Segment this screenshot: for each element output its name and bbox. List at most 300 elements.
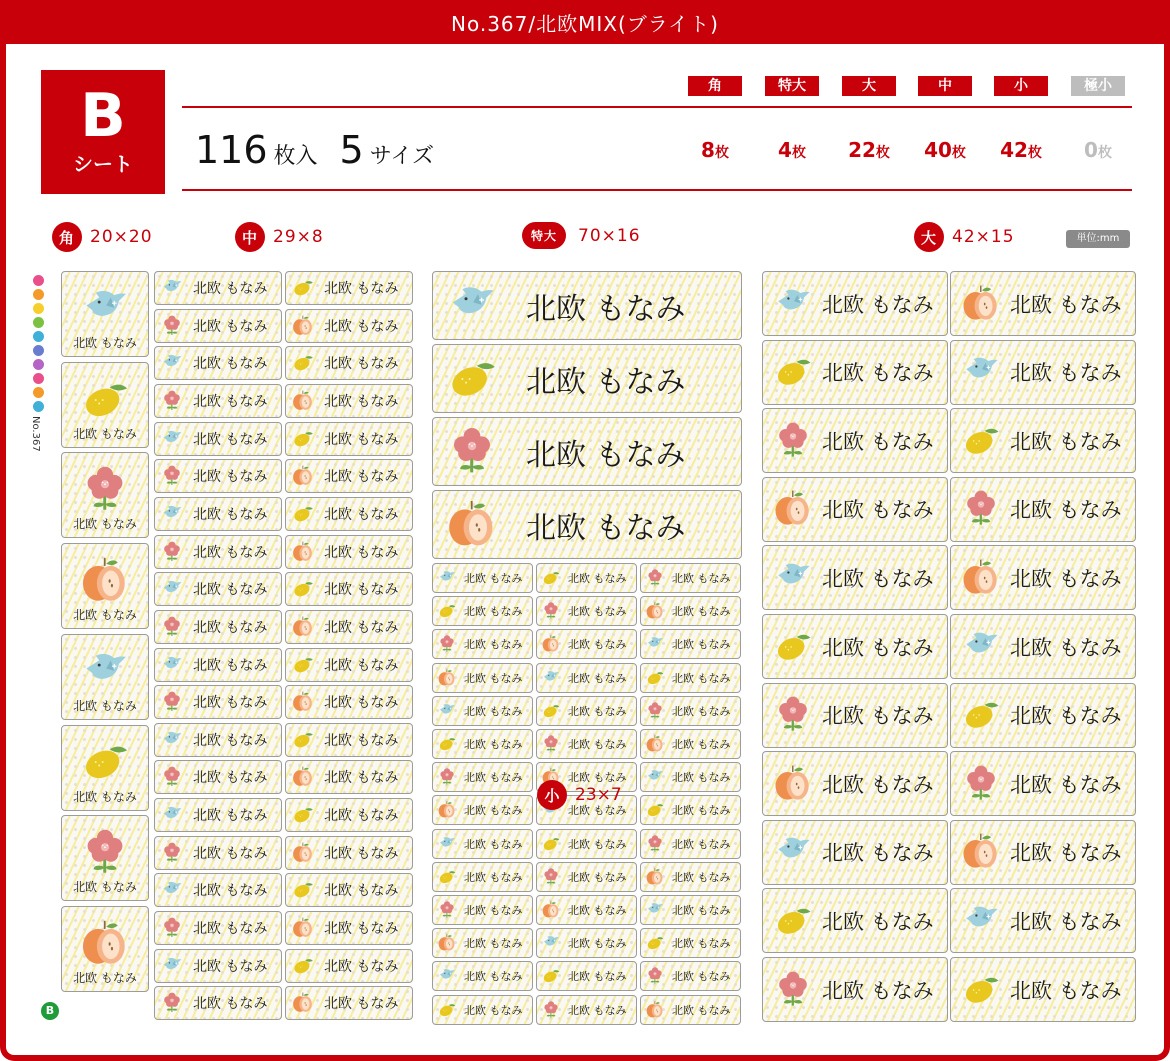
size-count-unit: 枚 — [791, 145, 806, 161]
bird-icon — [644, 633, 666, 655]
section-chu-label — [235, 222, 324, 252]
label-name-text: 北欧 もなみ — [526, 437, 686, 473]
size-header-3: 中 — [918, 76, 972, 96]
size-count-2 — [834, 138, 904, 162]
name-label — [762, 751, 948, 816]
lemon-icon — [290, 652, 316, 678]
flower-icon — [540, 733, 562, 755]
name-label — [61, 543, 149, 629]
apple-icon — [540, 899, 562, 921]
label-name-text: 北欧 もなみ — [324, 281, 399, 297]
apple-icon — [436, 667, 458, 689]
label-name-text: 北欧 もなみ — [193, 582, 268, 599]
bird-icon — [436, 965, 458, 987]
apple-icon — [644, 733, 666, 755]
name-label — [950, 477, 1136, 542]
flower-icon — [958, 486, 1004, 532]
lemon-icon — [958, 967, 1004, 1013]
section-kaku-badge: 角 — [52, 222, 82, 252]
label-name-text: 北欧 もなみ — [464, 572, 523, 585]
size-count-value: 42 — [1000, 138, 1028, 162]
name-label — [285, 836, 413, 870]
label-name-text: 北欧 もなみ — [324, 393, 399, 410]
label-name-text: 北欧 もなみ — [526, 510, 686, 546]
label-name-text: 北欧 もなみ — [822, 292, 934, 317]
apple-icon — [540, 633, 562, 655]
size-count-value: 22 — [848, 138, 876, 162]
section-dai-badge: 大 — [914, 222, 944, 252]
name-label — [762, 477, 948, 542]
label-name-text: 北欧 もなみ — [822, 361, 934, 386]
name-label — [285, 685, 413, 719]
name-label — [950, 271, 1136, 336]
flower-icon — [159, 840, 185, 866]
name-label — [432, 629, 533, 659]
name-label — [285, 648, 413, 682]
lemon-icon — [644, 799, 666, 821]
flower-icon — [770, 418, 816, 464]
flower-icon — [159, 990, 185, 1016]
name-label — [762, 820, 948, 885]
lemon-icon — [436, 733, 458, 755]
label-name-text: 北欧 もなみ — [822, 498, 934, 523]
label-name-text: 北欧 もなみ — [672, 970, 731, 984]
bird-icon — [540, 932, 562, 954]
name-label — [61, 362, 149, 448]
flower-icon — [436, 633, 458, 655]
name-label — [154, 535, 282, 569]
flower-icon — [644, 965, 666, 987]
label-name-text: 北欧 もなみ — [324, 996, 399, 1013]
label-name-text: 北欧 もなみ — [822, 909, 934, 934]
name-label — [61, 452, 149, 538]
name-label — [285, 986, 413, 1020]
name-label — [432, 829, 533, 859]
name-label — [536, 596, 637, 626]
size-count: 5 — [339, 128, 364, 172]
name-label — [432, 862, 533, 892]
size-header-2: 大 — [842, 76, 896, 96]
label-name-text: 北欧 もなみ — [1010, 566, 1122, 591]
lemon-icon — [290, 501, 316, 527]
label-name-text: 北欧 もなみ — [1010, 498, 1122, 523]
label-name-text: 北欧 もなみ — [324, 958, 399, 975]
label-name-text: 北欧 もなみ — [193, 695, 268, 712]
label-name-text: 北欧 もなみ — [193, 393, 268, 410]
size-header-1: 特大 — [765, 76, 819, 96]
label-name-text: 北欧 もなみ — [1010, 909, 1122, 934]
lemon-icon — [770, 624, 816, 670]
flower-icon — [436, 766, 458, 788]
name-label — [762, 683, 948, 748]
label-name-text: 北欧 もなみ — [324, 619, 399, 636]
label-name-text: 北欧 もなみ — [672, 738, 731, 751]
name-label — [154, 911, 282, 945]
name-label — [640, 629, 741, 659]
label-name-text: 北欧 もなみ — [324, 921, 399, 938]
name-label — [536, 862, 637, 892]
label-name-text: 北欧 もなみ — [193, 506, 268, 523]
name-label — [154, 836, 282, 870]
name-label — [640, 729, 741, 759]
label-name-text: 北欧 もなみ — [672, 837, 731, 851]
name-label — [640, 961, 741, 991]
name-label — [285, 422, 413, 456]
label-name-text: 北欧 もなみ — [568, 837, 627, 851]
name-label — [285, 610, 413, 644]
label-name-text: 北欧 もなみ — [568, 970, 627, 984]
apple-icon — [290, 840, 316, 866]
lemon-icon — [540, 833, 562, 855]
label-name-text: 北欧 もなみ — [822, 635, 934, 660]
label-name-text: 北欧 もなみ — [193, 657, 268, 674]
lemon-icon — [290, 727, 316, 753]
sheet-badge — [41, 70, 165, 194]
size-header-4: 小 — [994, 76, 1048, 96]
bird-icon — [442, 276, 502, 336]
name-label — [285, 911, 413, 945]
name-label — [154, 610, 282, 644]
name-label — [762, 340, 948, 405]
name-label — [285, 723, 413, 757]
label-count: 116 — [195, 128, 268, 172]
label-name-text: 北欧 もなみ — [193, 845, 268, 862]
name-label — [285, 572, 413, 606]
apple-icon — [958, 555, 1004, 601]
label-name-text: 北欧 もなみ — [193, 770, 268, 787]
label-name-text: 北欧 もなみ — [73, 880, 137, 895]
name-label — [950, 957, 1136, 1022]
lemon-icon — [644, 932, 666, 954]
label-name-text: 北欧 もなみ — [568, 638, 627, 652]
label-name-text: 北欧 もなみ — [464, 1003, 523, 1017]
size-count-value: 8 — [701, 138, 715, 162]
label-count-unit: 枚入 — [273, 144, 318, 169]
label-name-text: 北欧 もなみ — [73, 608, 137, 623]
name-label — [432, 795, 533, 825]
sheet-letter: B — [80, 81, 126, 151]
name-label — [432, 344, 742, 413]
label-name-text: 北欧 もなみ — [568, 771, 627, 785]
lemon-icon — [958, 692, 1004, 738]
size-header-5: 極小 — [1071, 76, 1125, 96]
name-label — [762, 271, 948, 336]
apple-icon — [644, 999, 666, 1021]
lemon-icon — [436, 600, 458, 622]
name-label — [762, 957, 948, 1022]
bird-icon — [159, 877, 185, 903]
label-name-text: 北欧 もなみ — [324, 732, 399, 749]
name-label — [640, 663, 741, 693]
name-label — [536, 696, 637, 726]
size-header-0: 角 — [688, 76, 742, 96]
label-name-text: 北欧 もなみ — [464, 638, 523, 652]
flower-icon — [958, 761, 1004, 807]
name-label — [154, 986, 282, 1020]
name-label — [154, 723, 282, 757]
label-name-text: 北欧 もなみ — [672, 572, 731, 585]
name-label — [61, 271, 149, 357]
apple-icon — [290, 388, 316, 414]
name-label — [640, 596, 741, 626]
label-name-text: 北欧 もなみ — [1010, 772, 1122, 797]
bird-icon — [958, 349, 1004, 395]
name-label — [640, 862, 741, 892]
name-label — [61, 725, 149, 811]
lemon-icon — [290, 350, 316, 376]
name-label — [432, 417, 742, 486]
name-label — [154, 685, 282, 719]
name-label — [432, 895, 533, 925]
label-name-text: 北欧 もなみ — [73, 517, 137, 532]
label-name-text: 北欧 もなみ — [526, 291, 686, 327]
sheet-mark: B — [41, 1002, 59, 1020]
label-name-text: 北欧 もなみ — [193, 619, 268, 636]
brand-logo — [33, 275, 45, 415]
name-label — [432, 729, 533, 759]
label-name-text: 北欧 もなみ — [672, 870, 731, 884]
flower-icon — [159, 539, 185, 565]
label-name-text: 北欧 もなみ — [324, 808, 399, 825]
label-name-text: 北欧 もなみ — [193, 281, 268, 297]
name-label — [61, 906, 149, 992]
page-title: No.367/北欧MIX(ブライト) — [0, 0, 1170, 44]
section-sho-badge: 小 — [537, 780, 567, 810]
name-label — [640, 829, 741, 859]
label-name-text: 北欧 もなみ — [672, 904, 731, 917]
label-name-text: 北欧 もなみ — [822, 841, 934, 866]
label-name-text: 北欧 もなみ — [324, 506, 399, 523]
label-name-text: 北欧 もなみ — [1010, 841, 1122, 866]
name-label — [432, 596, 533, 626]
label-name-text: 北欧 もなみ — [193, 921, 268, 938]
bird-icon — [436, 567, 458, 589]
bird-icon — [159, 501, 185, 527]
apple-icon — [958, 829, 1004, 875]
unit-label: 単位:mm — [1066, 230, 1130, 248]
apple-icon — [770, 486, 816, 532]
name-label — [432, 762, 533, 792]
size-count-value: 4 — [778, 138, 792, 162]
label-name-text: 北欧 もなみ — [324, 695, 399, 712]
name-label — [285, 384, 413, 418]
label-name-text: 北欧 もなみ — [324, 657, 399, 674]
bird-icon — [159, 953, 185, 979]
flower-icon — [540, 866, 562, 888]
label-name-text: 北欧 もなみ — [568, 1003, 627, 1017]
label-name-text: 北欧 もなみ — [193, 958, 268, 975]
name-label — [432, 563, 533, 593]
section-chu-badge: 中 — [235, 222, 265, 252]
product-number: No.367 — [30, 416, 41, 452]
name-label — [432, 663, 533, 693]
label-name-text: 北欧 もなみ — [1010, 292, 1122, 317]
bird-icon — [159, 652, 185, 678]
flower-icon — [159, 689, 185, 715]
label-name-text: 北欧 もなみ — [73, 789, 137, 804]
bird-icon — [770, 555, 816, 601]
name-label — [950, 820, 1136, 885]
name-label — [950, 545, 1136, 610]
name-label — [536, 563, 637, 593]
label-name-text: 北欧 もなみ — [822, 978, 934, 1003]
divider-bottom — [182, 189, 1132, 191]
size-count-3 — [910, 138, 980, 162]
name-label — [640, 895, 741, 925]
label-name-text: 北欧 もなみ — [324, 318, 399, 335]
name-label — [285, 309, 413, 343]
bird-icon — [436, 700, 458, 722]
name-label — [285, 798, 413, 832]
apple-icon — [644, 600, 666, 622]
label-name-text: 北欧 もなみ — [1010, 429, 1122, 454]
section-tokudai-label — [522, 222, 641, 249]
bird-icon — [436, 833, 458, 855]
apple-icon — [770, 761, 816, 807]
size-count-unit: 枚 — [1027, 145, 1042, 161]
lemon-icon — [770, 898, 816, 944]
name-label — [154, 760, 282, 794]
size-count-4 — [986, 138, 1056, 162]
bird-icon — [770, 829, 816, 875]
label-name-text: 北欧 もなみ — [568, 572, 627, 585]
label-name-text: 北欧 もなみ — [324, 469, 399, 486]
label-name-text: 北欧 もなみ — [672, 1003, 731, 1017]
label-name-text: 北欧 もなみ — [464, 704, 523, 718]
name-label — [285, 535, 413, 569]
size-count-0 — [680, 138, 750, 162]
name-label — [536, 729, 637, 759]
apple-icon — [290, 313, 316, 339]
flower-icon — [159, 764, 185, 790]
label-name-text: 北欧 もなみ — [324, 770, 399, 787]
name-label — [762, 408, 948, 473]
bird-icon — [540, 667, 562, 689]
section-dai-label — [914, 222, 1015, 252]
apple-icon — [442, 495, 502, 555]
label-name-text: 北欧 もなみ — [73, 426, 137, 441]
name-label — [61, 634, 149, 720]
apple-icon — [290, 764, 316, 790]
name-label — [432, 928, 533, 958]
flower-icon — [159, 388, 185, 414]
name-label — [154, 798, 282, 832]
name-label — [950, 614, 1136, 679]
apple-icon — [290, 614, 316, 640]
flower-icon — [159, 915, 185, 941]
label-name-text: 北欧 もなみ — [568, 605, 627, 619]
label-name-text: 北欧 もなみ — [193, 996, 268, 1013]
name-label — [640, 762, 741, 792]
label-name-text: 北欧 もなみ — [464, 970, 523, 984]
label-name-text: 北欧 もなみ — [324, 544, 399, 561]
lemon-icon — [290, 576, 316, 602]
label-name-text: 北欧 もなみ — [464, 837, 523, 851]
name-label — [285, 760, 413, 794]
bird-icon — [159, 576, 185, 602]
label-name-text: 北欧 もなみ — [822, 772, 934, 797]
lemon-icon — [436, 999, 458, 1021]
apple-icon — [290, 463, 316, 489]
lemon-icon — [540, 567, 562, 589]
name-label — [640, 928, 741, 958]
lemon-icon — [770, 349, 816, 395]
sheet-name: シート — [73, 152, 133, 176]
label-name-text: 北欧 もなみ — [464, 738, 523, 751]
name-label — [154, 648, 282, 682]
label-name-text: 北欧 もなみ — [464, 904, 523, 917]
label-name-text: 北欧 もなみ — [193, 883, 268, 900]
section-sho-dims: 23×7 — [575, 785, 622, 805]
name-label — [762, 545, 948, 610]
name-label — [640, 995, 741, 1025]
size-count-unit: 枚 — [875, 145, 890, 161]
apple-icon — [436, 932, 458, 954]
label-name-text: 北欧 もなみ — [568, 870, 627, 884]
label-name-text: 北欧 もなみ — [1010, 704, 1122, 729]
label-name-text: 北欧 もなみ — [568, 904, 627, 917]
size-count-value: 40 — [924, 138, 952, 162]
name-label — [536, 928, 637, 958]
label-name-text: 北欧 もなみ — [568, 937, 627, 951]
name-label — [154, 422, 282, 456]
flower-icon — [540, 999, 562, 1021]
label-name-text: 北欧 もなみ — [1010, 361, 1122, 386]
size-count-unit: 枚 — [1097, 145, 1112, 161]
size-count-unit: 枚 — [951, 145, 966, 161]
name-label — [154, 873, 282, 907]
name-label — [536, 829, 637, 859]
name-label — [154, 271, 282, 305]
lemon-icon — [644, 667, 666, 689]
lemon-icon — [290, 426, 316, 452]
label-name-text: 北欧 もなみ — [464, 937, 523, 951]
flower-icon — [644, 833, 666, 855]
apple-icon — [644, 866, 666, 888]
size-count-value: 0 — [1084, 138, 1098, 162]
name-label — [950, 340, 1136, 405]
apple-icon — [290, 990, 316, 1016]
name-label — [950, 408, 1136, 473]
name-label — [154, 309, 282, 343]
apple-icon — [958, 281, 1004, 327]
name-label — [536, 629, 637, 659]
name-label — [285, 346, 413, 380]
lemon-icon — [540, 700, 562, 722]
name-label — [950, 751, 1136, 816]
name-label — [154, 497, 282, 531]
size-count-1 — [757, 138, 827, 162]
bird-icon — [159, 727, 185, 753]
apple-icon — [436, 799, 458, 821]
size-count-5 — [1063, 138, 1133, 162]
bird-icon — [159, 275, 185, 301]
name-label — [285, 271, 413, 305]
label-name-text: 北欧 もなみ — [822, 566, 934, 591]
bird-icon — [644, 766, 666, 788]
name-label — [154, 949, 282, 983]
section-chu-dims: 29×8 — [273, 227, 324, 247]
label-name-text: 北欧 もなみ — [464, 605, 523, 619]
apple-icon — [290, 689, 316, 715]
label-name-text: 北欧 もなみ — [324, 582, 399, 599]
label-name-text: 北欧 もなみ — [526, 364, 686, 400]
bird-icon — [644, 899, 666, 921]
name-label — [285, 497, 413, 531]
apple-icon — [290, 915, 316, 941]
name-label — [950, 888, 1136, 953]
name-label — [640, 563, 741, 593]
